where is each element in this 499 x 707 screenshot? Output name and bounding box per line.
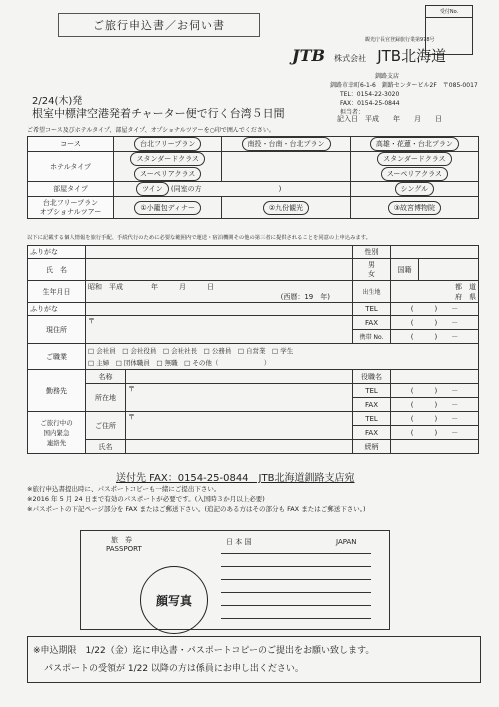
form-title: ご旅行申込書／お伺い書: [58, 13, 260, 37]
jtb-logo-mark: JTB: [292, 46, 325, 65]
passport-line-1: [221, 553, 371, 554]
passport-line-5: [221, 605, 371, 606]
furigana-label: ふりがな: [28, 246, 86, 259]
japan-en-label: JAPAN: [336, 538, 357, 546]
employer-fax-label: FAX: [353, 398, 391, 412]
roommate-field: (同室の方 ): [170, 185, 282, 193]
relation-field[interactable]: [391, 440, 479, 454]
course-option-2[interactable]: 南投・台南・台北プラン: [222, 137, 350, 152]
position-label: 役職名: [353, 370, 391, 384]
note-2: ※2016 年 5 月 24 日まで有効のパスポートが必要です。(入国時３か月以上必要): [27, 495, 265, 503]
emergency-address-label: ご住所: [86, 412, 126, 440]
hotel-label: ホテルタイプ: [28, 152, 114, 182]
course-label: コース: [28, 137, 114, 152]
name-field[interactable]: [86, 259, 353, 281]
tel-field[interactable]: ( ) －: [391, 303, 479, 316]
employer-tel-field[interactable]: ( ) －: [391, 384, 479, 398]
note-1: ※旅行申込書提出時に、パスポートコピーも一緒にご提出下さい。: [27, 485, 221, 493]
furigana-address-field[interactable]: [86, 303, 353, 316]
hotel-option-kaohsiung[interactable]: スタンダードクラス スーペリアクラス: [350, 152, 478, 182]
emergency-name-field[interactable]: [126, 440, 353, 454]
birth-label: 生年月日: [28, 281, 86, 303]
company-tel: TEL：0154-22-3020: [340, 91, 400, 98]
nationality-label: 国籍: [391, 259, 419, 281]
gender-label: 性別: [353, 246, 391, 259]
passport-line-4: [221, 592, 371, 593]
birthplace-label: 出生地: [353, 281, 391, 303]
mobile-label: 携帯 No.: [353, 330, 391, 344]
passport-notes: [27, 484, 487, 514]
hotel-option-nantou: [222, 152, 350, 182]
passport-en-label: PASSPORT: [106, 545, 142, 553]
course-option-3[interactable]: 高雄・花蓮・台北プラン: [350, 137, 478, 152]
selection-table: [27, 136, 479, 219]
occupation-label: ご職業: [28, 344, 86, 370]
emergency-name-label: 氏名: [86, 440, 126, 454]
birth-field[interactable]: 昭和 平成 年 月 日 (西暦：19 年): [86, 281, 353, 303]
employer-label: 勤務先: [28, 370, 86, 412]
address-label: 現住所: [28, 316, 86, 344]
passport-line-2: [221, 566, 371, 567]
company-fax: FAX：0154-25-0844: [340, 100, 400, 107]
nationality-field[interactable]: [419, 259, 479, 281]
license-text: 観光庁長官登録旅行業第978号: [365, 37, 435, 43]
hotel-option-taipei[interactable]: スタンダードクラス スーペリアクラス: [114, 152, 222, 182]
room-label: 部屋タイプ: [28, 182, 114, 197]
emergency-label: ご旅行中の 国内緊急 連絡先: [28, 412, 86, 454]
fax-field[interactable]: ( ) －: [391, 316, 479, 330]
company-logo: [292, 45, 446, 66]
gender-field[interactable]: 男 女: [353, 259, 391, 281]
passport-line-6: [221, 618, 371, 619]
personal-info-form: [27, 245, 479, 454]
birthplace-field[interactable]: 都 道 府 県: [391, 281, 479, 303]
company-address-block: [330, 72, 478, 117]
japan-jp-label: 日 本 国: [226, 538, 252, 546]
optional-tour-2[interactable]: ②九份観光: [222, 197, 350, 219]
emergency-tel-field[interactable]: ( ) －: [391, 412, 479, 426]
occupation-field[interactable]: □ 会社員 □ 会社役員 □ 会社社長 □ 公務員 □ 自営業 □ 学生 □ 主婦 □ 団体職員 □ 無職 □ その他（ ）: [86, 344, 479, 370]
relation-label: 続柄: [353, 440, 391, 454]
fax-label: FAX: [353, 316, 391, 330]
company-address: 釧路市幸町6-1-6 釧路センタービル2F 〒085-0017: [330, 82, 478, 89]
branch-name: 釧路支店: [375, 73, 400, 80]
emergency-fax-label: FAX: [353, 426, 391, 440]
furigana-address-label: ふりがな: [28, 303, 86, 316]
photo-placeholder: 顔写真: [140, 566, 208, 634]
passport-sample: [80, 530, 390, 630]
employer-tel-label: TEL: [353, 384, 391, 398]
reception-number-label: 受付No.: [426, 6, 472, 18]
note-3: ※パスポートの下記ページ部分を FAX またはご郵送下さい。(追記のある方はその部分も FAX またはご郵送下さい。): [27, 505, 366, 513]
staff-label: 担当者：: [340, 109, 365, 116]
room-single-option[interactable]: シングル: [350, 182, 478, 197]
company-prefix: 株式会社: [334, 54, 367, 63]
employer-address-field[interactable]: 〒: [126, 384, 353, 412]
passport-jp-label: 旅 券: [111, 536, 132, 544]
position-field[interactable]: [391, 370, 479, 384]
employer-name-label: 名称: [86, 370, 126, 384]
mobile-field[interactable]: ( ) －: [391, 330, 479, 344]
employer-name-field[interactable]: [126, 370, 353, 384]
fax-destination: 送付先 FAX：0154-25-0844 JTB北海道釧路支店宛: [116, 473, 355, 484]
trip-date: 2/24(木)発: [32, 96, 83, 107]
trip-title: 根室中標津空港発着チャーター便で行く台湾５日間: [32, 107, 285, 120]
name-label: 氏 名: [28, 259, 86, 281]
passport-line-3: [221, 579, 371, 580]
emergency-address-field[interactable]: 〒: [126, 412, 353, 440]
course-option-1[interactable]: 台北フリープラン: [114, 137, 222, 152]
optional-tour-3[interactable]: ③故宮博物院: [350, 197, 478, 219]
deadline-notice-2: パスポートの受領が 1/22 以降の方は係員にお申し出ください。: [44, 664, 304, 674]
entry-date: 記入日 平成 年 月 日: [337, 115, 442, 123]
employer-fax-field[interactable]: ( ) －: [391, 398, 479, 412]
emergency-tel-label: TEL: [353, 412, 391, 426]
room-twin-option[interactable]: ツイン (同室の方 ): [114, 182, 351, 197]
optional-label: 台北フリープラン オプショナルツアー: [28, 197, 114, 219]
gender-spacer: [391, 246, 479, 259]
optional-tour-1[interactable]: ①小籠包ディナー: [114, 197, 222, 219]
emergency-fax-field[interactable]: ( ) －: [391, 426, 479, 440]
privacy-note: 以下に記載する個人情報を旅行手配、手続代行のために必要な範囲内で運送・宿泊機関その他の第三者に提供されることを同意の上申込みます。: [27, 235, 371, 241]
tel-label: TEL: [353, 303, 391, 316]
deadline-notice: ※申込期限 1/22（金）迄に申込書・パスポートコピーのご提出をお願い致します。: [33, 646, 375, 656]
furigana-field[interactable]: [86, 246, 353, 259]
company-name: JTB北海道: [377, 47, 447, 65]
selection-instruction: ご希望コース及びホテルタイプ、部屋タイプ、オプショナルツアーを○印で囲んでください。: [27, 127, 275, 134]
employer-address-label: 所在地: [86, 384, 126, 412]
address-field[interactable]: 〒: [86, 316, 353, 344]
